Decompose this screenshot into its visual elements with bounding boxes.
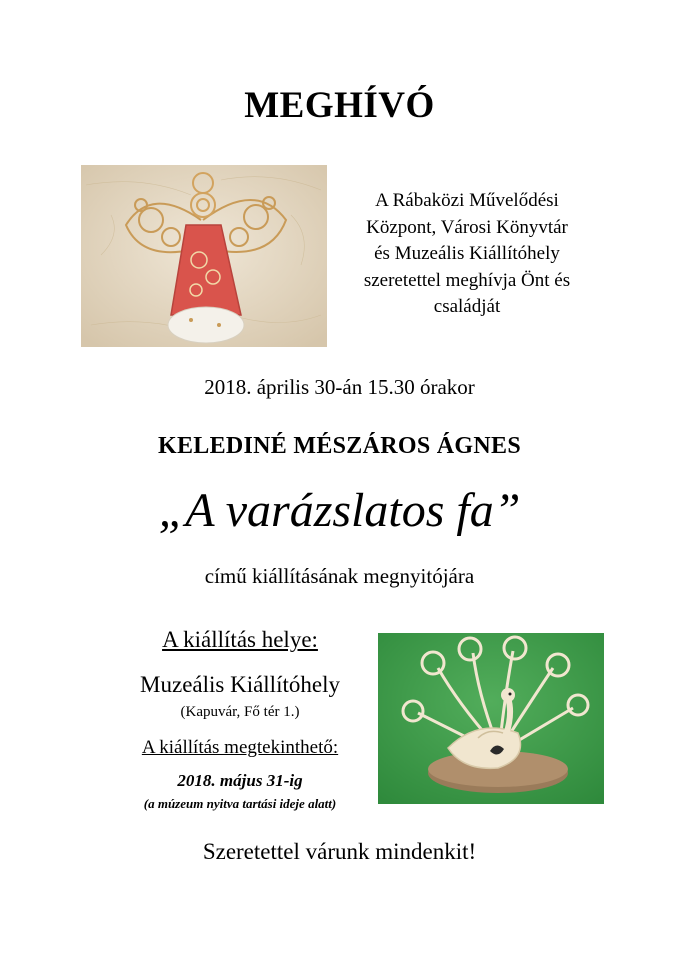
intro-line: szeretettel meghívja Önt és (363, 269, 571, 291)
exhibition-subtitle: című kiállításának megnyitójára (204, 564, 475, 588)
intro-line: A Rábaközi Művelődési (375, 190, 559, 211)
exhibition-title: „A varázslatos fa” (158, 484, 521, 537)
peacock-photo (378, 633, 604, 804)
venue-heading: A kiállítás helye: (162, 627, 318, 652)
viewing-note: (a múzeum nyitva tartási ideje alatt) (143, 796, 337, 811)
intro-line: Központ, Városi Könyvtár (366, 216, 568, 238)
intro-line: és Muzeális Kiállítóhely (374, 243, 560, 264)
venue-name: Muzeális Kiállítóhely (140, 672, 340, 697)
intro-line: családját (433, 296, 501, 317)
invitation-title: MEGHÍVÓ (244, 85, 435, 126)
viewing-heading: A kiállítás megtekinthető: (141, 737, 339, 758)
event-datetime: 2018. április 30-án 15.30 órakor (204, 375, 475, 399)
intro-text (336, 188, 598, 321)
angel-photo (81, 165, 327, 347)
closing-text: Szeretettel várunk mindenkit! (202, 839, 477, 864)
artist-name: KELEDINÉ MÉSZÁROS ÁGNES (158, 433, 521, 459)
viewing-until-date: 2018. május 31-ig (177, 771, 303, 790)
venue-address: (Kapuvár, Fő tér 1.) (180, 704, 300, 720)
